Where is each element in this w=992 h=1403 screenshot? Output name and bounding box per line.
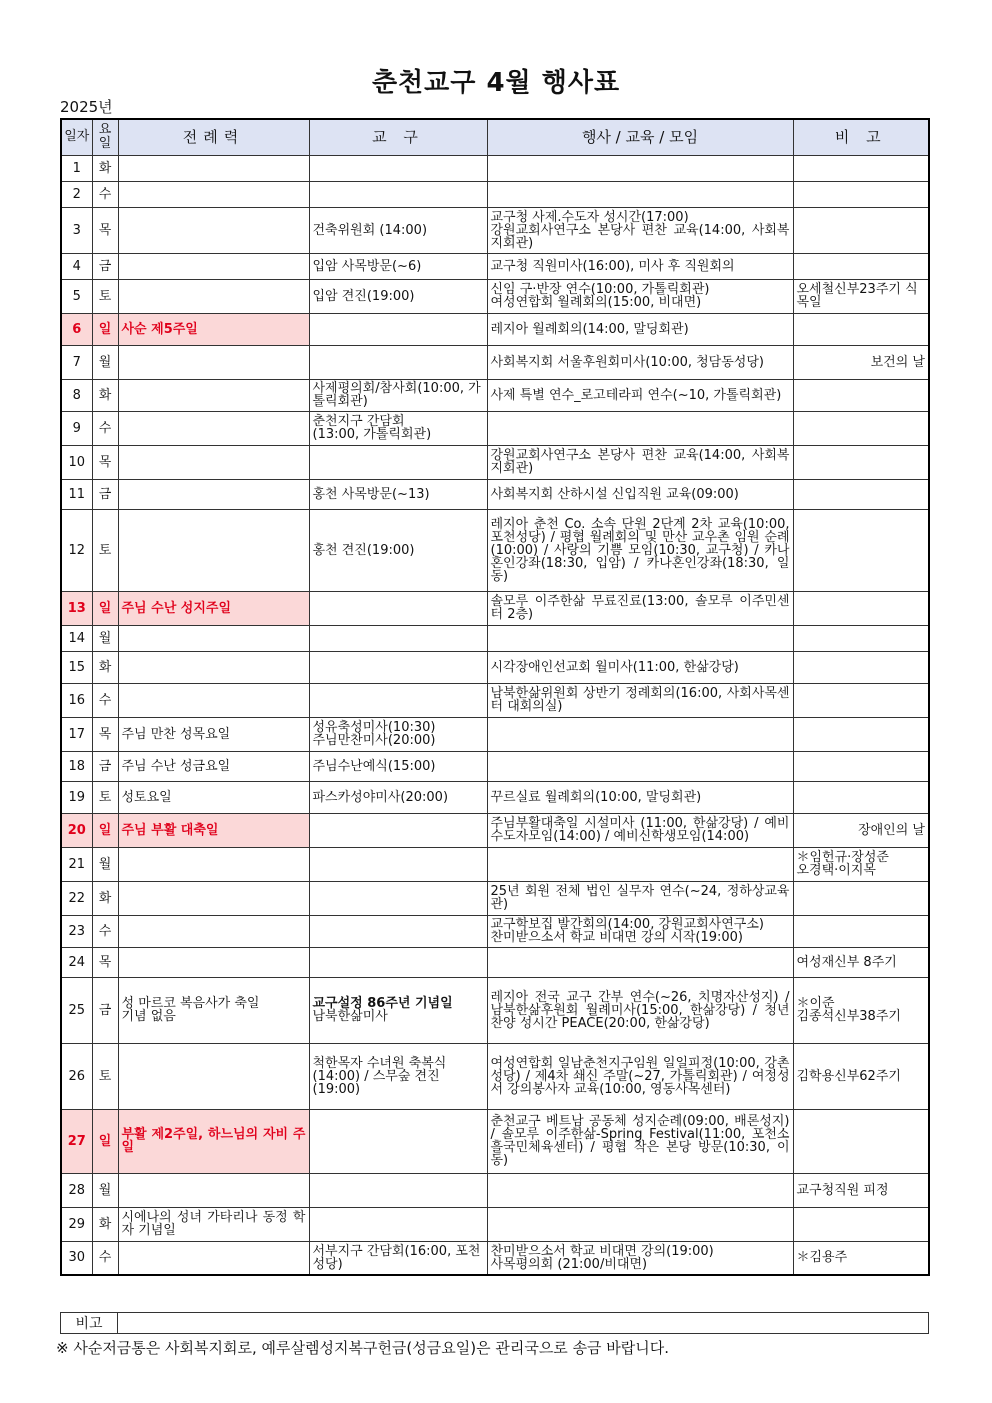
diocese-cell: 입암 사목방문(~6) <box>309 253 487 279</box>
events-cell: 시각장애인선교회 월미사(11:00, 한삶강당) <box>487 651 793 683</box>
liturgy-cell: 부활 제2주일, 하느님의 자비 주일 <box>118 1109 309 1173</box>
events-cell <box>487 1173 793 1207</box>
weekday-cell: 수 <box>92 181 118 207</box>
day-cell: 6 <box>61 313 92 345</box>
weekday-cell: 목 <box>92 207 118 253</box>
day-cell: 28 <box>61 1173 92 1207</box>
liturgy-cell <box>118 947 309 977</box>
schedule-row <box>61 479 929 509</box>
events-cell <box>487 411 793 445</box>
diocese-cell <box>309 345 487 379</box>
diocese-cell: 주님수난예식(15:00) <box>309 751 487 781</box>
schedule-row <box>61 717 929 751</box>
notes-cell <box>793 509 929 591</box>
liturgy-cell: 성토요일 <box>118 781 309 813</box>
schedule-row <box>61 1241 929 1275</box>
liturgy-cell: 주님 수난 성금요일 <box>118 751 309 781</box>
events-cell: 강원교회사연구소 본당사 편찬 교육(14:00, 사회복지회관) <box>487 445 793 479</box>
weekday-cell: 토 <box>92 279 118 313</box>
diocese-cell <box>309 881 487 915</box>
schedule-row <box>61 751 929 781</box>
day-cell: 2 <box>61 181 92 207</box>
footer-note: ※ 사순저금통은 사회복지회로, 예루살렘성지복구헌금(성금요일)은 관리국으로 송금 바랍니다. <box>56 1339 670 1357</box>
day-cell: 27 <box>61 1109 92 1173</box>
day-cell: 12 <box>61 509 92 591</box>
schedule-row <box>61 345 929 379</box>
schedule-row <box>61 625 929 651</box>
notes-cell <box>793 479 929 509</box>
events-cell: 사제 특별 연수_로고테라피 연수(~10, 가톨릭회관) <box>487 379 793 411</box>
day-cell: 15 <box>61 651 92 683</box>
notes-cell: ＊이준 김종석신부38주기 <box>793 977 929 1043</box>
remark-label: 비고 <box>61 1313 118 1334</box>
weekday-cell: 월 <box>92 345 118 379</box>
remark-table <box>60 1312 929 1334</box>
events-cell: 꾸르실료 월례회의(10:00, 말딩회관) <box>487 781 793 813</box>
day-cell: 8 <box>61 379 92 411</box>
events-cell: 25년 회원 전체 법인 실무자 연수(~24, 정하상교육관) <box>487 881 793 915</box>
liturgy-cell <box>118 411 309 445</box>
diocese-cell: 입암 견진(19:00) <box>309 279 487 313</box>
day-cell: 7 <box>61 345 92 379</box>
events-cell: 교구청 사제.수도자 성시간(17:00) 강원교회사연구소 본당사 편찬 교육(14:00, 사회복지회관) <box>487 207 793 253</box>
liturgy-cell <box>118 181 309 207</box>
diocese-cell: 파스카성야미사(20:00) <box>309 781 487 813</box>
liturgy-cell <box>118 651 309 683</box>
liturgy-cell <box>118 847 309 881</box>
weekday-cell: 화 <box>92 1207 118 1241</box>
schedule-row <box>61 207 929 253</box>
diocese-cell <box>309 625 487 651</box>
day-cell: 18 <box>61 751 92 781</box>
events-cell <box>487 1207 793 1241</box>
liturgy-cell <box>118 155 309 181</box>
notes-cell: 오세철신부23주기 식목일 <box>793 279 929 313</box>
diocese-cell <box>309 847 487 881</box>
schedule-row <box>61 1207 929 1241</box>
day-cell: 26 <box>61 1043 92 1109</box>
weekday-cell: 월 <box>92 847 118 881</box>
liturgy-cell <box>118 1241 309 1275</box>
diocese-cell <box>309 915 487 947</box>
notes-cell <box>793 881 929 915</box>
diocese-cell: 성유축성미사(10:30) 주님만찬미사(20:00) <box>309 717 487 751</box>
weekday-cell: 일 <box>92 591 118 625</box>
diocese-cell <box>309 1109 487 1173</box>
notes-cell <box>793 751 929 781</box>
schedule-row <box>61 651 929 683</box>
day-cell: 11 <box>61 479 92 509</box>
weekday-cell: 월 <box>92 1173 118 1207</box>
weekday-cell: 금 <box>92 479 118 509</box>
liturgy-cell <box>118 881 309 915</box>
events-cell: 주님부활대축일 시설미사 (11:00, 한삶강당) / 예비수도자모임(14:00) / 예비신학생모임(14:00) <box>487 813 793 847</box>
weekday-cell: 수 <box>92 915 118 947</box>
schedule-row <box>61 847 929 881</box>
events-cell: 찬미받으소서 학교 비대면 강의(19:00) 사목평의회 (21:00/비대면) <box>487 1241 793 1275</box>
day-cell: 10 <box>61 445 92 479</box>
notes-cell <box>793 411 929 445</box>
liturgy-cell <box>118 509 309 591</box>
events-cell: 교구청 직원미사(16:00), 미사 후 직원회의 <box>487 253 793 279</box>
header-row <box>61 119 929 155</box>
notes-cell <box>793 915 929 947</box>
liturgy-cell: 성 마르코 복음사가 축일 기념 없음 <box>118 977 309 1043</box>
notes-cell <box>793 717 929 751</box>
notes-cell: 장애인의 날 <box>793 813 929 847</box>
schedule-row <box>61 813 929 847</box>
weekday-cell: 토 <box>92 781 118 813</box>
schedule-row <box>61 253 929 279</box>
diocese-cell: 건축위원회 (14:00) <box>309 207 487 253</box>
diocese-cell <box>309 1173 487 1207</box>
liturgy-cell <box>118 345 309 379</box>
notes-cell: 보건의 날 <box>793 345 929 379</box>
weekday-cell: 목 <box>92 445 118 479</box>
schedule-row <box>61 445 929 479</box>
schedule-row <box>61 947 929 977</box>
diocese-cell <box>309 651 487 683</box>
year-label: 2025년 <box>60 98 113 116</box>
schedule-row <box>61 313 929 345</box>
liturgy-cell <box>118 445 309 479</box>
header-diocese: 교 구 <box>309 119 487 155</box>
liturgy-cell: 주님 부활 대축일 <box>118 813 309 847</box>
schedule-row <box>61 977 929 1043</box>
weekday-cell: 수 <box>92 1241 118 1275</box>
diocese-highlight: 교구설정 86주년 기념일 <box>312 996 453 1011</box>
diocese-cell: 홍천 사목방문(~13) <box>309 479 487 509</box>
weekday-cell: 목 <box>92 947 118 977</box>
schedule-row <box>61 915 929 947</box>
liturgy-cell <box>118 207 309 253</box>
liturgy-cell <box>118 253 309 279</box>
diocese-cell: 춘천지구 간담회 (13:00, 가톨릭회관) <box>309 411 487 445</box>
liturgy-cell <box>118 1043 309 1109</box>
schedule-row <box>61 1109 929 1173</box>
events-cell: 사회복지회 산하시설 신입직원 교육(09:00) <box>487 479 793 509</box>
notes-cell <box>793 1207 929 1241</box>
day-cell: 19 <box>61 781 92 813</box>
events-cell <box>487 717 793 751</box>
events-cell: 여성연합회 일남춘천지구임원 일일피정(10:00, 강촌성당) / 제4차 쇄신 주말(~27, 가톨릭회관) / 여정성서 강의봉사자 교육(10:00, 영동사목센터) <box>487 1043 793 1109</box>
notes-cell <box>793 253 929 279</box>
events-cell <box>487 947 793 977</box>
liturgy-cell: 주님 만찬 성목요일 <box>118 717 309 751</box>
events-cell: 솔모루 이주한삶 무료진료(13:00, 솔모루 이주민센터 2층) <box>487 591 793 625</box>
day-cell: 13 <box>61 591 92 625</box>
weekday-cell: 일 <box>92 1109 118 1173</box>
events-cell <box>487 181 793 207</box>
events-cell <box>487 847 793 881</box>
diocese-cell <box>309 591 487 625</box>
schedule-table <box>60 118 930 1276</box>
day-cell: 20 <box>61 813 92 847</box>
events-cell <box>487 751 793 781</box>
weekday-cell: 수 <box>92 411 118 445</box>
events-cell: 사회복지회 서울후원회미사(10:00, 청담동성당) <box>487 345 793 379</box>
page-title: 춘천교구 4월 행사표 <box>371 68 621 98</box>
diocese-cell <box>309 947 487 977</box>
day-cell: 14 <box>61 625 92 651</box>
diocese-cell <box>309 977 487 1043</box>
day-cell: 22 <box>61 881 92 915</box>
liturgy-cell <box>118 279 309 313</box>
weekday-cell: 화 <box>92 651 118 683</box>
events-cell <box>487 625 793 651</box>
events-cell: 레지아 전국 교구 간부 연수(~26, 치명자산성지) / 남북한삶후원회 월례미사(15:00, 한삶강당) / 청년 찬양 성시간 PEACE(20:00, 한삶강당) <box>487 977 793 1043</box>
weekday-cell: 일 <box>92 813 118 847</box>
day-cell: 29 <box>61 1207 92 1241</box>
remark-value <box>118 1313 929 1334</box>
notes-cell <box>793 155 929 181</box>
diocese-cell <box>309 1207 487 1241</box>
notes-cell <box>793 651 929 683</box>
schedule-row <box>61 1173 929 1207</box>
schedule-row <box>61 379 929 411</box>
day-cell: 17 <box>61 717 92 751</box>
day-cell: 16 <box>61 683 92 717</box>
weekday-cell: 수 <box>92 683 118 717</box>
day-cell: 25 <box>61 977 92 1043</box>
diocese-text: 남북한삶미사 <box>312 1009 388 1024</box>
liturgy-cell: 주님 수난 성지주일 <box>118 591 309 625</box>
weekday-cell: 화 <box>92 881 118 915</box>
diocese-cell <box>309 813 487 847</box>
diocese-cell <box>309 313 487 345</box>
liturgy-cell <box>118 1173 309 1207</box>
weekday-cell: 금 <box>92 977 118 1043</box>
liturgy-cell <box>118 915 309 947</box>
notes-cell <box>793 1109 929 1173</box>
liturgy-cell <box>118 625 309 651</box>
events-cell: 신임 구·반장 연수(10:00, 가톨릭회관) 여성연합회 월례회의(15:00, 비대면) <box>487 279 793 313</box>
notes-cell <box>793 625 929 651</box>
notes-cell: 여성재신부 8주기 <box>793 947 929 977</box>
day-cell: 1 <box>61 155 92 181</box>
notes-cell: ＊김용주 <box>793 1241 929 1275</box>
diocese-cell: 척한목자 수녀원 축복식(14:00) / 스무숲 견진(19:00) <box>309 1043 487 1109</box>
schedule-row <box>61 683 929 717</box>
liturgy-cell <box>118 379 309 411</box>
events-cell <box>487 155 793 181</box>
events-cell: 레지아 춘천 Co. 소속 단원 2단계 2차 교육(10:00, 포천성당) / 평협 월례회의 및 만산 교우촌 임원 순례(10:00) / 사랑의 기쁨 모임(10:30, 교구청) / 카나혼인강좌(18:30, 입암) / 카나혼인강좌(18:30, 일동) <box>487 509 793 591</box>
header-weekday: 요일 <box>92 119 118 155</box>
diocese-cell <box>309 155 487 181</box>
weekday-cell: 토 <box>92 1043 118 1109</box>
schedule-row <box>61 279 929 313</box>
schedule-body <box>61 155 929 1275</box>
schedule-row <box>61 411 929 445</box>
day-cell: 9 <box>61 411 92 445</box>
notes-cell: 김학용신부62주기 <box>793 1043 929 1109</box>
liturgy-cell: 시에나의 성녀 가타리나 동정 학자 기념일 <box>118 1207 309 1241</box>
events-cell: 교구학보집 발간회의(14:00, 강원교회사연구소) 찬미받으소서 학교 비대면 강의 시작(19:00) <box>487 915 793 947</box>
diocese-cell <box>309 445 487 479</box>
liturgy-cell <box>118 683 309 717</box>
notes-cell <box>793 181 929 207</box>
weekday-cell: 월 <box>92 625 118 651</box>
schedule-row <box>61 155 929 181</box>
weekday-cell: 화 <box>92 155 118 181</box>
schedule-row <box>61 591 929 625</box>
header-notes: 비 고 <box>793 119 929 155</box>
schedule-row <box>61 509 929 591</box>
events-cell: 남북한삶위원회 상반기 정례회의(16:00, 사회사목센터 대회의실) <box>487 683 793 717</box>
liturgy-cell: 사순 제5주일 <box>118 313 309 345</box>
notes-cell <box>793 591 929 625</box>
notes-cell <box>793 683 929 717</box>
day-cell: 23 <box>61 915 92 947</box>
notes-cell <box>793 379 929 411</box>
schedule-row <box>61 881 929 915</box>
header-day: 일자 <box>61 119 92 155</box>
day-cell: 4 <box>61 253 92 279</box>
diocese-cell: 사제평의회/참사회(10:00, 가톨릭회관) <box>309 379 487 411</box>
diocese-cell <box>309 181 487 207</box>
notes-cell: ＊임헌규·장성준 오경택·이지목 <box>793 847 929 881</box>
weekday-cell: 화 <box>92 379 118 411</box>
header-liturgy: 전례력 <box>118 119 309 155</box>
day-cell: 3 <box>61 207 92 253</box>
events-cell: 춘천교구 베트남 공동체 성지순례(09:00, 배론성지) / 솔모루 이주한삶-Spring Festival(11:00, 포천소흘국민체육센터) / 평협 작은 본당 방문(10:30, 이동) <box>487 1109 793 1173</box>
liturgy-cell <box>118 479 309 509</box>
events-cell: 레지아 월례회의(14:00, 말딩회관) <box>487 313 793 345</box>
day-cell: 5 <box>61 279 92 313</box>
weekday-cell: 일 <box>92 313 118 345</box>
notes-cell <box>793 445 929 479</box>
weekday-cell: 금 <box>92 751 118 781</box>
notes-cell <box>793 207 929 253</box>
notes-cell <box>793 781 929 813</box>
diocese-cell: 홍천 견진(19:00) <box>309 509 487 591</box>
diocese-cell: 서부지구 간담회(16:00, 포천성당) <box>309 1241 487 1275</box>
weekday-cell: 토 <box>92 509 118 591</box>
notes-cell <box>793 313 929 345</box>
day-cell: 24 <box>61 947 92 977</box>
day-cell: 21 <box>61 847 92 881</box>
header-events: 행사 / 교육 / 모임 <box>487 119 793 155</box>
day-cell: 30 <box>61 1241 92 1275</box>
weekday-cell: 목 <box>92 717 118 751</box>
weekday-cell: 금 <box>92 253 118 279</box>
schedule-row <box>61 1043 929 1109</box>
notes-cell: 교구청직원 피정 <box>793 1173 929 1207</box>
diocese-cell <box>309 683 487 717</box>
schedule-row <box>61 781 929 813</box>
schedule-row <box>61 181 929 207</box>
